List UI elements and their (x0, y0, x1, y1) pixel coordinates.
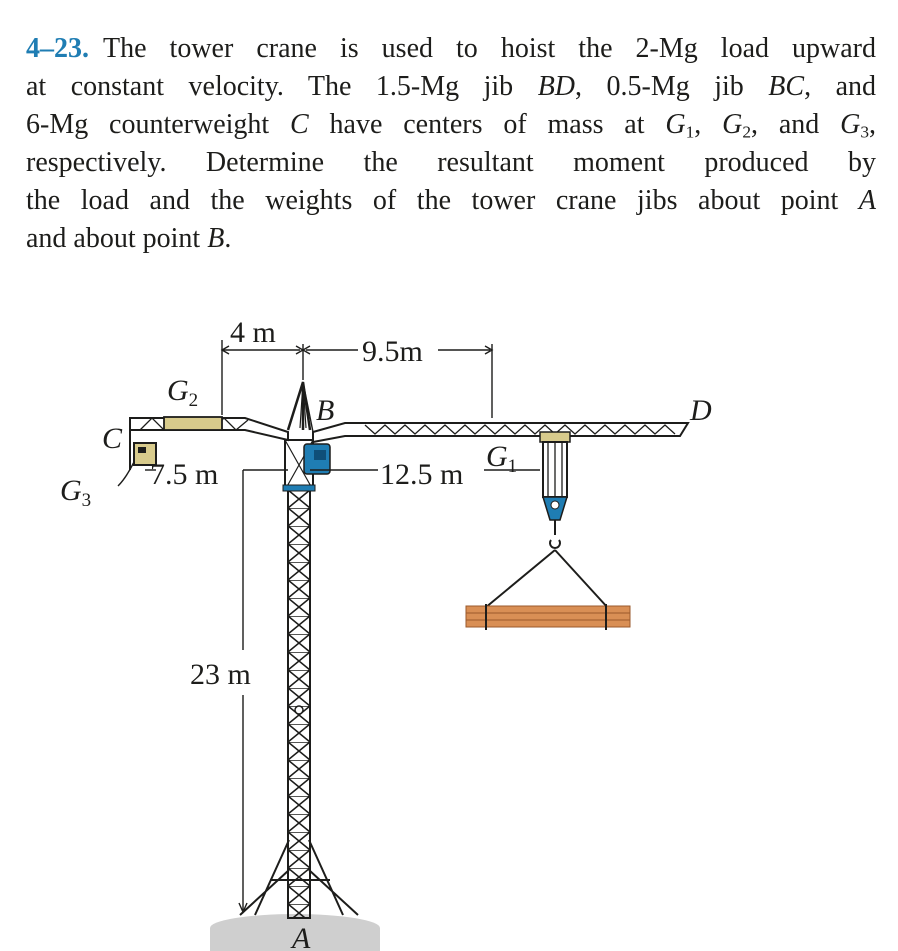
label-C: C (102, 422, 123, 455)
problem-number: 4–23. (26, 33, 89, 64)
G2-load-block (164, 417, 222, 430)
problem-line-3: 6-Mg counterweight C have centers of mass at $G_1$, $G_2$, and $G_3$, (26, 109, 877, 142)
dim-7_5m: 7.5 m (150, 458, 219, 491)
label-G1: $G_1$ (486, 440, 518, 477)
load-timber (466, 550, 630, 630)
problem-line-2: at constant velocity. The 1.5-Mg jib BD, 0.5-Mg jib BC, and (26, 71, 877, 102)
dim-23m: 23 m (190, 658, 251, 691)
label-G2: $G_2$ (167, 374, 199, 411)
problem-line-6: and about point B. (26, 223, 232, 254)
main-jib-BD (303, 382, 688, 442)
tower-mast (240, 490, 358, 918)
dim-9_5m: 9.5m (362, 335, 423, 368)
label-D: D (690, 394, 712, 427)
trolley-hook (540, 432, 570, 548)
counter-jib-BC (130, 417, 288, 440)
dim-4m: 4 m (230, 316, 276, 349)
label-B: B (316, 394, 335, 427)
slewing-unit (283, 440, 330, 491)
problem-line-1: 4–23. The tower crane is used to hoist the 2-Mg load upward (26, 33, 876, 64)
dim-12_5m: 12.5 m (380, 458, 464, 491)
label-A: A (292, 922, 311, 951)
problem-line-4: respectively. Determine the resultant moment produced by (26, 147, 876, 178)
problem-line-5: the load and the weights of the tower crane jibs about point A (26, 185, 876, 216)
label-G3: $G_3$ (60, 474, 92, 511)
tower-peak (288, 382, 310, 430)
